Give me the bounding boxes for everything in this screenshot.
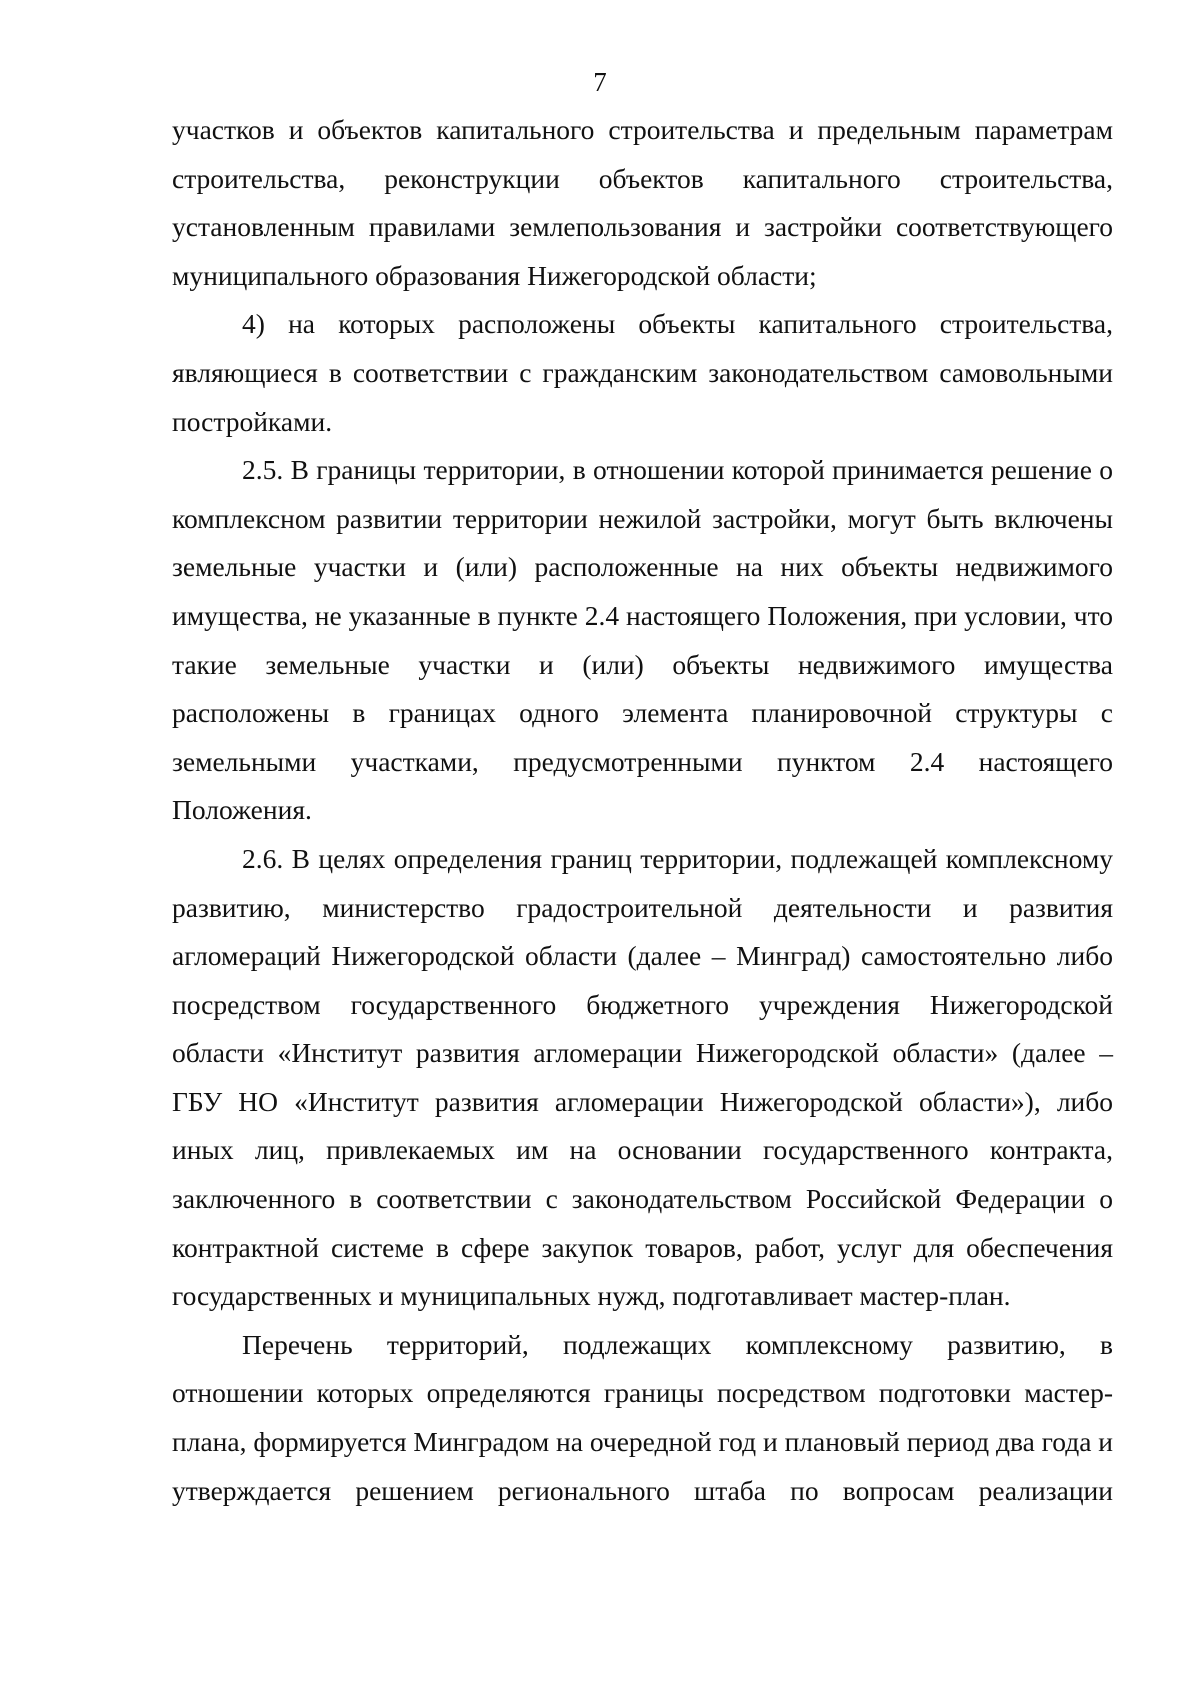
document-body (172, 106, 1113, 1515)
page-number: 7 (593, 67, 607, 97)
paragraph-2-5: 2.5. В границы территории, в отношении которой принимается решение о комплексном развитии территории нежилой застройки, могут быть включены земельные участки и (или) расположенные на них объекты недвижимого имущества, не указанные в пункте 2.4 настоящего Положения, при условии, что такие земельные участки и (или) объекты недвижимого имущества расположены в границах одного элемента планировочной структуры с земельными участками, предусмотренными пунктом 2.4 настоящего Положения. (172, 454, 1113, 826)
paragraph-2-6: 2.6. В целях определения границ территории, подлежащей комплексному развитию, министерство градостроительной деятельности и развития агломераций Нижегородской области (далее – Минград) самостоятельно либо посредством государственного бюджетного учреждения Нижегородской области «Институт развития агломерации Нижегородской области» (далее – ГБУ НО «Институт развития агломерации Нижегородской области»), либо иных лиц, привлекаемых им на основании государственного контракта, заключенного в соответствии с законодательством Российской Федерации о контрактной системе в сфере закупок товаров, работ, услуг для обеспечения государственных и муниципальных нужд, подготавливает мастер-план. (172, 842, 1113, 1312)
paragraph-territory-list: Перечень территорий, подлежащих комплексному развитию, в отношении которых определяются границы посредством подготовки мастер-плана, формируется Минградом на очередной год и плановый период два года и утверждается решением регионального штаба по вопросам реализации (172, 1328, 1113, 1506)
paragraph-continuation: участков и объектов капитального строительства и предельным параметрам строительства, реконструкции объектов капитального строительства, установленным правилами землепользования и застройки соответствующего муниципального образования Нижегородской области; (172, 114, 1113, 291)
paragraph-item-4: 4) на которых расположены объекты капитального строительства, являющиеся в соответствии с гражданским законодательством самовольными постройками. (172, 308, 1113, 437)
